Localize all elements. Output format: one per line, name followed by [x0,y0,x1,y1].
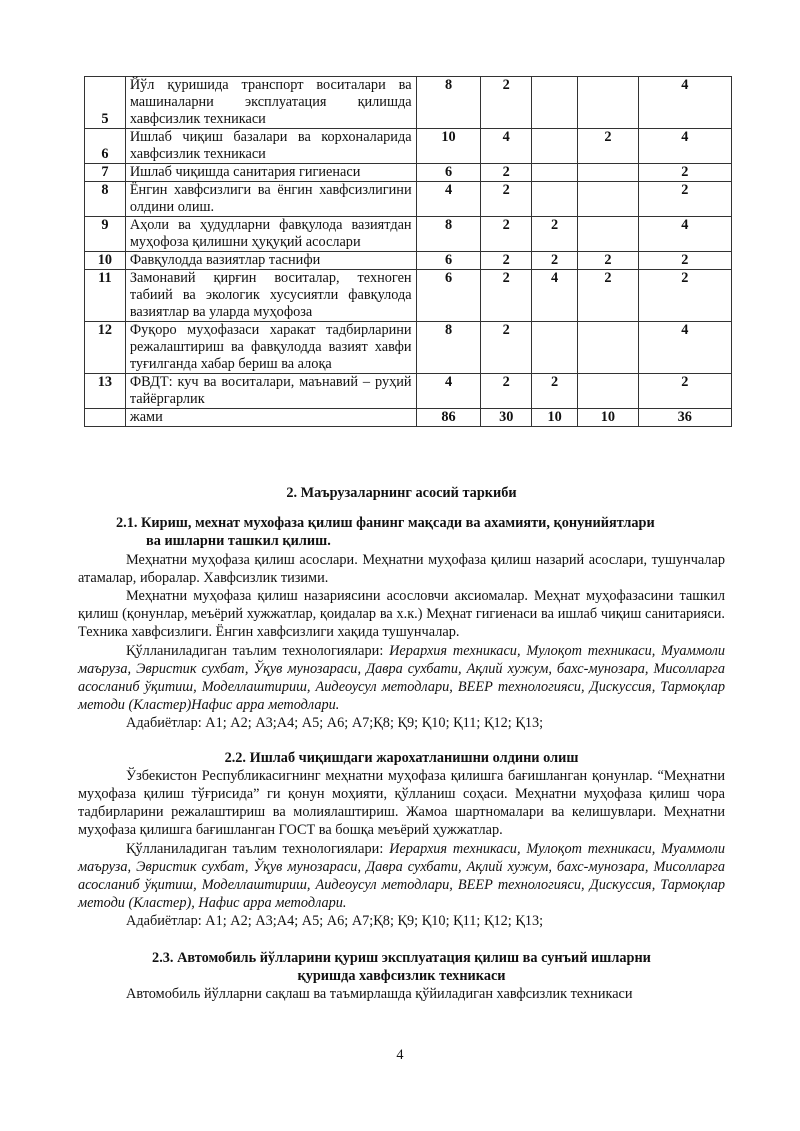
hours-cell-v5: 2 [638,164,731,182]
hours-cell-v3: 2 [532,217,578,252]
table-row [85,270,732,322]
hours-cell-v4 [578,322,638,374]
hours-cell-v4 [578,217,638,252]
hours-cell-v5: 4 [638,217,731,252]
subsection-2-3-title [78,949,725,985]
subsection-2-1-technologies [78,642,725,715]
total-label: жами [125,409,416,427]
hours-cell-v5: 2 [638,182,731,217]
row-number: 12 [85,322,126,374]
hours-cell-v2: 2 [481,252,532,270]
hours-cell-v3 [532,77,578,129]
hours-cell-v1: 4 [416,182,481,217]
row-topic: Аҳоли ва ҳудудларни фавқулода вазиятдан муҳофоза қилишни ҳуқуқий асослари [125,217,416,252]
hours-cell-v4: 2 [578,129,638,164]
hours-cell-v3 [532,129,578,164]
row-number: 9 [85,217,126,252]
hours-cell-v4: 2 [578,270,638,322]
technologies-list: Иерархия техникаси, Мулоқот техникаси, Муаммоли маъруза, Эвристик сухбат, Ўқув мунозараси, Давра сухбати, Ақлий хужум, бахс-мунозара, Мисолларга асосланиб ўқитиш, Моделлаштириш, Аидеоусул методлари, ВЕЕР технологияси, Дискуссия, Тармоқлар методи (Кластер), Нафис арра методлари. [78,840,725,912]
hours-cell-v2: 2 [481,164,532,182]
hours-cell-v4 [578,164,638,182]
table-row [85,374,732,409]
hours-cell-v4 [578,374,638,409]
hours-cell-v1: 4 [416,374,481,409]
total-cell-v2: 30 [481,409,532,427]
row-number: 8 [85,182,126,217]
hours-cell-v3: 2 [532,374,578,409]
table-row [85,252,732,270]
subsection-2-3-title-line1: 2.3. Автомобиль йўлларини қуриш эксплуатация қилиш ва сунъий ишларни [152,949,651,966]
subsection-2-1-paragraph-1: Меҳнатни муҳофаза қилиш асослари. Меҳнатни муҳофаза қилиш назарий асослари, тушунчалар атамалар, иборалар. Хавфсизлик тизими. [78,551,725,586]
hours-cell-v2: 2 [481,322,532,374]
table-row [85,77,732,129]
technologies-lead: Қўлланиладиган таълим технологиялари: [126,840,390,857]
row-number: 13 [85,374,126,409]
subsection-2-1-title-line2: ва ишларни ташкил қилиш. [146,533,331,550]
hours-cell-v1: 8 [416,322,481,374]
hours-cell-v2: 2 [481,217,532,252]
subsection-2-1-title-line1: 2.1. Кириш, мехнат мухофаза қилиш фанинг мақсади ва ахамияти, қонунийятлари [116,515,655,532]
hours-cell-v3: 4 [532,270,578,322]
hours-cell-v1: 10 [416,129,481,164]
hours-cell-v4 [578,182,638,217]
table-row [85,164,732,182]
hours-table-body [85,77,732,427]
hours-cell-v4 [578,77,638,129]
hours-cell-v2: 4 [481,129,532,164]
hours-cell-v2: 2 [481,182,532,217]
subsection-2-1-paragraph-2: Меҳнатни муҳофаза қилиш назариясини асословчи аксиомалар. Меҳнат муҳофазасини ташкил қилиш (қонунлар, меъёрий хужжатлар, қоидалар ва х.к.) Меҳнат гигиенаси ва ишлаб чиқиш санитарияси. Техника хавфсизлиги. Ёнгин хавфсизлиги хақида тушунчалар. [78,588,725,641]
hours-cell-v1: 8 [416,217,481,252]
row-number: 10 [85,252,126,270]
hours-cell-v3 [532,322,578,374]
document-body [78,484,725,1003]
hours-cell-v5: 4 [638,77,731,129]
row-topic: Фуқоро муҳофазаси харакат тадбирларини режалаштириш ва фавқулодда вазият хавфи туғилганда хабар бериш ва алоқа [125,322,416,374]
hours-cell-v2: 2 [481,374,532,409]
row-topic: Ишлаб чиқиш базалари ва корхоналарида хавфсизлик техникаси [125,129,416,164]
row-number: 7 [85,164,126,182]
hours-cell-v5: 2 [638,252,731,270]
subsection-2-2-paragraph-1: Ўзбекистон Республикасигнинг меҳнатни муҳофаза қилишга бағишланган қонунлар. “Меҳнатни муҳофаза қилиш тўғрисида” ги қонун моҳияти, қўлланиш соҳаси. Меҳнатни муҳофаза қилиш чора тадбирларини режалаштириш ва молиялаштириш. Жамоа шартномалари ва келишувлари. Меҳнатни муҳофаза қилишга бағишланган ГОСТ ва бошқа меъёрий ҳужжатлар. [78,767,725,839]
row-topic: ФВДТ: куч ва воситалари, маънавий – руҳий тайёргарлик [125,374,416,409]
row-topic: Йўл қуришида транспорт воситалари ва машиналарни эксплуатация қилишда хавфсизлик техникаси [125,77,416,129]
page-number: 4 [396,1047,404,1063]
row-topic: Ишлаб чиқишда санитария гигиенаси [125,164,416,182]
subsection-2-3-title-line2: қуришда хавфсизлик техникаси [297,967,506,984]
hours-cell-v5: 2 [638,374,731,409]
subsection-2-2-literature: Адабиётлар: А1; А2; А3;А4; А5; А6; А7;Қ8; Қ9; Қ10; Қ11; Қ12; Қ13; [126,913,544,930]
row-number: 11 [85,270,126,322]
row-number: 5 [85,77,126,129]
hours-table [84,76,732,427]
hours-cell-v1: 8 [416,77,481,129]
total-cell-v5: 36 [638,409,731,427]
table-row [85,322,732,374]
hours-cell-v1: 6 [416,164,481,182]
table-row [85,182,732,217]
total-cell-v3: 10 [532,409,578,427]
technologies-lead: Қўлланиладиган таълим технологиялари: [126,642,390,659]
technologies-list: Иерархия техникаси, Мулоқот техникаси, Муаммоли маъруза, Эвристик сухбат, Ўқув мунозараси, Давра сухбати, Ақлий хужум, бахс-мунозара, Мисолларга асосланиб ўқитиш, Моделлаштириш, Аидеоусул методлари, ВЕЕР технологияси, Дискуссия, Тармоқлар методи (Кластер)Нафис арра методлари. [78,642,725,714]
table-total-row [85,409,732,427]
subsection-2-1-literature: Адабиётлар: А1; А2; А3;А4; А5; А6; А7;Қ8; Қ9; Қ10; Қ11; Қ12; Қ13; [126,715,544,732]
hours-cell-v2: 2 [481,270,532,322]
total-cell-v4: 10 [578,409,638,427]
total-cell-v1: 86 [416,409,481,427]
hours-cell-v4: 2 [578,252,638,270]
hours-cell-v3 [532,164,578,182]
subsection-2-2-title: 2.2. Ишлаб чиқишдаги жарохатланишни олдини олиш [224,749,579,766]
row-number: 6 [85,129,126,164]
row-topic: Замонавий қирғин воситалар, техноген табиий ва экологик хусусиятли фавқулода вазиятлар ва уларда муҳофоза [125,270,416,322]
row-topic: Ёнгин хавфсизлиги ва ёнгин хавфсизлигини олдини олиш. [125,182,416,217]
subsection-2-2-technologies [78,840,725,913]
hours-cell-v5: 4 [638,129,731,164]
hours-cell-v3: 2 [532,252,578,270]
hours-cell-v1: 6 [416,252,481,270]
hours-cell-v3 [532,182,578,217]
hours-cell-v2: 2 [481,77,532,129]
hours-cell-v5: 2 [638,270,731,322]
total-empty-cell [85,409,126,427]
table-row [85,217,732,252]
subsection-2-3-paragraph-1: Автомобиль йўлларни сақлаш ва таъмирлашда қўйиладиган хавфсизлик техникаси [126,986,633,1003]
hours-cell-v5: 4 [638,322,731,374]
hours-cell-v1: 6 [416,270,481,322]
subsection-2-1-title [78,514,725,550]
row-topic: Фавқулодда вазиятлар таснифи [125,252,416,270]
table-row [85,129,732,164]
section-title: 2. Маърузаларнинг асосий таркиби [286,485,517,501]
